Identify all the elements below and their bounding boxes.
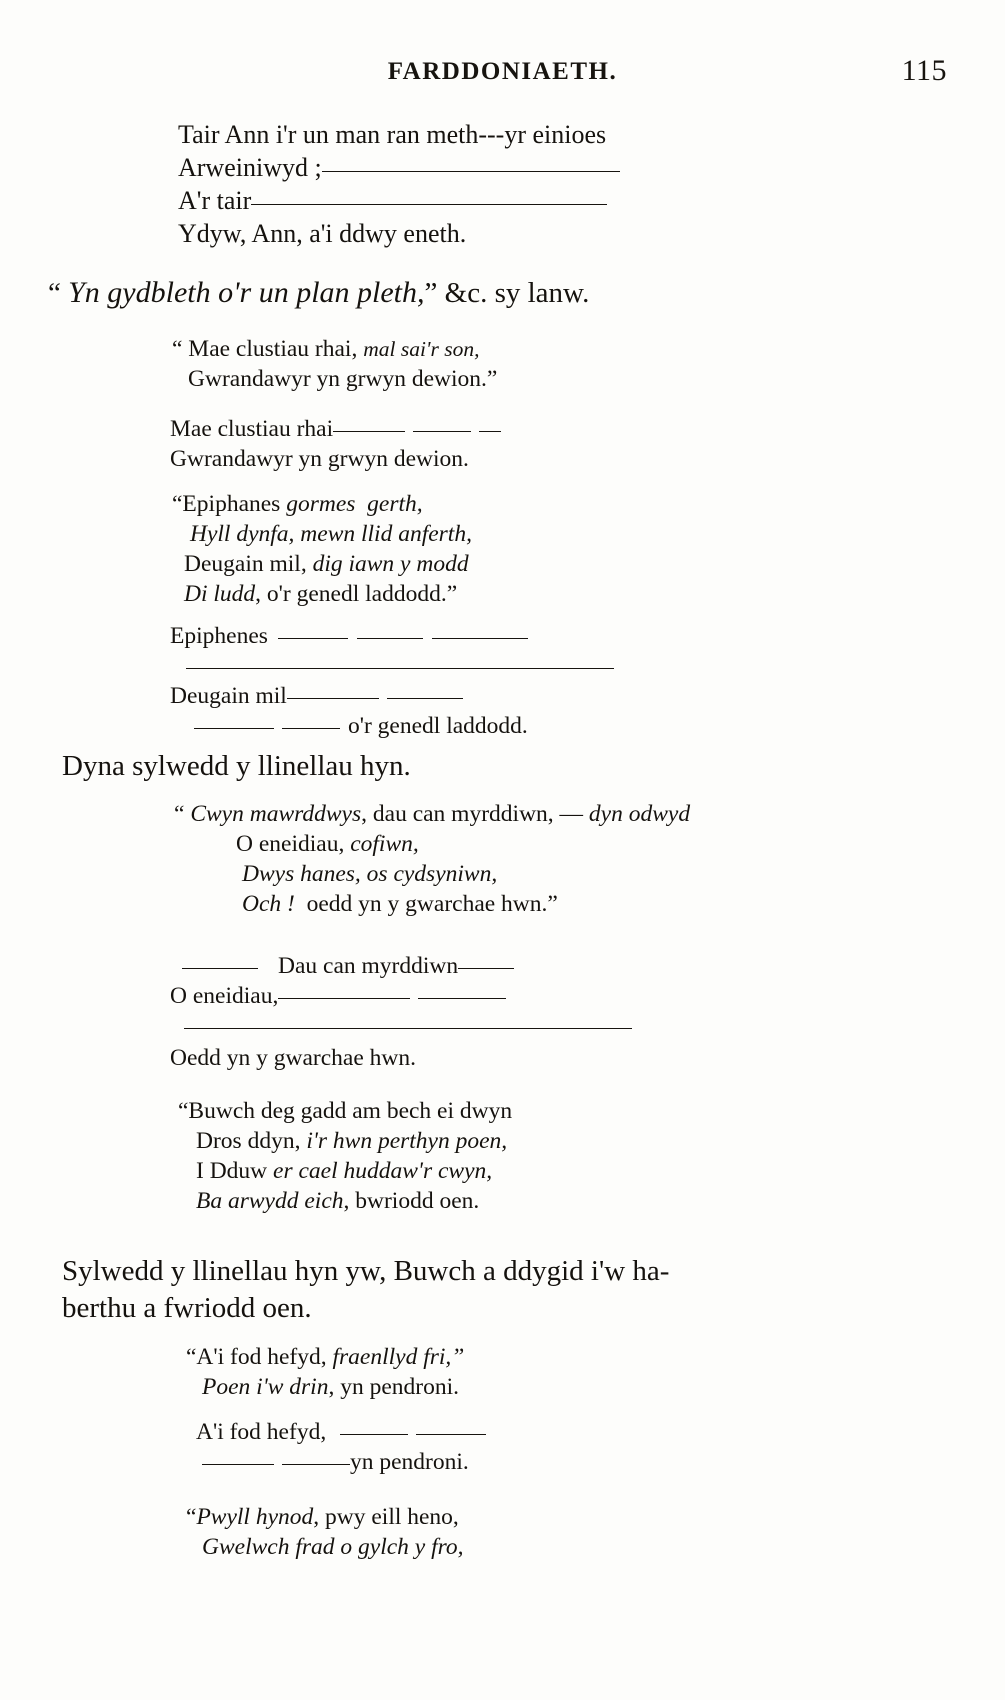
stanza-11-line-1-quote: “ <box>186 1504 197 1530</box>
stanza-6-line-1 <box>174 800 690 830</box>
rule <box>282 728 340 729</box>
rule <box>287 698 379 699</box>
heading-3-line-2: berthu a fwriodd oen. <box>62 1291 312 1324</box>
rule <box>432 638 528 639</box>
stanza-2 <box>172 335 497 395</box>
heading-2-text: Dyna sylwedd y llinellau hyn. <box>62 750 411 782</box>
heading-2 <box>62 750 411 783</box>
stanza-8-line-4 <box>178 1187 512 1217</box>
stanza-6-line-2 <box>174 830 690 860</box>
stanza-5-line-2 <box>170 682 614 712</box>
rule <box>333 431 405 432</box>
stanza-8 <box>178 1097 512 1216</box>
rule <box>202 1464 274 1465</box>
stanza-6-line-2-italic: cofiwn, <box>350 830 419 857</box>
stanza-7 <box>170 952 632 1074</box>
stanza-8-line-2-italic: i'r hwn perthyn poen, <box>306 1127 508 1154</box>
rule <box>182 968 258 969</box>
stanza-8-line-2-roman: Dros ddyn, <box>196 1127 307 1154</box>
stanza-5-line-1-text: Epiphenes <box>170 623 268 649</box>
rule <box>387 698 463 699</box>
stanza-2-line-2: Gwrandawyr yn grwyn dewion.” <box>188 365 498 392</box>
stanza-4-line-3 <box>172 550 472 580</box>
stanza-1-line-2-text: Arweiniwyd ; <box>178 153 322 183</box>
stanza-6-line-3: Dwys hanes, os cydsyniwn, <box>242 860 498 887</box>
heading-1-italic: Yn gydbleth o'r un plan pleth, <box>68 276 425 309</box>
stanza-9-line-1-roman: “A'i fod hefyd, <box>186 1344 333 1370</box>
stanza-7-line-3: Oedd yn y gwarchae hwn. <box>170 1044 417 1071</box>
stanza-1-line-1: Tair Ann i'r un man ran meth---yr einioes <box>178 120 607 149</box>
stanza-4-line-3-roman: Deugain mil, <box>184 550 313 577</box>
stanza-7-line-1 <box>170 952 632 982</box>
stanza-5-line-2-text: Deugain mil <box>170 682 287 709</box>
stanza-8-line-4-roman: , bwriodd oen. <box>343 1187 480 1214</box>
stanza-2-line-1-italic: mal sai'r son, <box>363 337 480 361</box>
stanza-10-line-1-text: A'i fod hefyd, <box>196 1419 327 1445</box>
page-number: 115 <box>901 54 947 87</box>
rule <box>416 1434 486 1435</box>
stanza-8-line-2 <box>178 1127 512 1157</box>
rule <box>458 968 514 969</box>
stanza-1-line-2 <box>178 151 620 184</box>
heading-1-quote-open: “ <box>48 277 69 309</box>
heading-1 <box>48 273 589 313</box>
rule <box>413 431 471 432</box>
stanza-10-line-2-text: yn pendroni. <box>350 1448 469 1475</box>
stanza-9-line-2-italic: Poen i'w drin <box>202 1373 329 1400</box>
stanza-11 <box>186 1503 464 1563</box>
stanza-6-line-1-roman: , dau can myrddiwn, — <box>361 801 589 827</box>
stanza-1-line-4: Ydyw, Ann, a'i ddwy eneth. <box>178 219 467 249</box>
stanza-6-line-1-italic-b: dyn odwyd <box>588 801 691 827</box>
rule <box>282 1464 350 1465</box>
rule <box>194 728 274 729</box>
stanza-2-line-1-roman: “ Mae clustiau rhai, <box>172 336 364 362</box>
stanza-6-line-2-roman: O eneidiau, <box>236 830 351 857</box>
stanza-4-line-3-italic: dig iawn y modd <box>312 550 469 577</box>
stanza-1-line-3-text: A'r tair <box>178 186 252 216</box>
page-title: FARDDONIAETH. <box>387 58 618 85</box>
stanza-6-line-1-quote: “ <box>174 801 191 827</box>
rule <box>186 668 614 669</box>
stanza-11-line-1-italic: Pwyll hynod <box>196 1504 314 1530</box>
stanza-9-line-1-italic: fraenllyd fri,” <box>332 1344 465 1370</box>
stanza-4-line-4-italic: Di ludd <box>184 580 256 607</box>
rule <box>278 998 410 999</box>
stanza-7-line-2-text: O eneidiau, <box>170 982 279 1009</box>
heading-3-line-1: Sylwedd y llinellau hyn yw, Buwch a ddygid i'w ha- <box>62 1255 670 1287</box>
stanza-8-line-4-italic: Ba arwydd eich <box>196 1187 344 1214</box>
stanza-3-line-2: Gwrandawyr yn grwyn dewion. <box>170 445 469 472</box>
stanza-4-line-1-roman: “Epiphanes <box>172 491 287 517</box>
stanza-5-line-3-text: o'r genedl laddodd. <box>348 712 528 739</box>
rule <box>418 998 506 999</box>
stanza-1-line-3 <box>178 184 620 217</box>
rule <box>322 171 620 172</box>
stanza-7-line-2 <box>170 982 632 1012</box>
stanza-9 <box>186 1343 464 1403</box>
stanza-8-line-3-italic: er cael huddaw'r cwyn, <box>273 1157 493 1184</box>
stanza-8-line-3-roman: I Dduw <box>196 1157 274 1184</box>
rule <box>278 638 348 639</box>
stanza-1 <box>178 118 620 250</box>
stanza-9-line-1 <box>186 1343 464 1373</box>
stanza-4 <box>172 490 472 609</box>
stanza-5-rule-line <box>170 652 614 682</box>
stanza-5-line-3 <box>170 712 614 742</box>
stanza-6-line-4-italic: Och ! <box>242 890 295 917</box>
stanza-9-line-2 <box>186 1373 464 1403</box>
heading-1-rest: ” &c. sy lanw. <box>424 277 590 309</box>
heading-3 <box>62 1253 962 1327</box>
stanza-4-line-4 <box>172 580 472 610</box>
stanza-2-line-1 <box>172 335 497 365</box>
stanza-4-line-1 <box>172 490 472 520</box>
stanza-3-line-1 <box>170 415 501 445</box>
rule <box>251 204 607 205</box>
stanza-5 <box>170 622 614 742</box>
stanza-11-line-1 <box>186 1503 464 1533</box>
stanza-10-line-1 <box>196 1418 486 1448</box>
stanza-6 <box>174 800 690 919</box>
page-header <box>0 54 1005 92</box>
stanza-9-line-2-roman: , yn pendroni. <box>328 1373 459 1400</box>
stanza-7-line-1-text: Dau can myrddiwn <box>278 953 459 979</box>
rule <box>357 638 423 639</box>
stanza-3-line-1-text: Mae clustiau rhai <box>170 416 334 442</box>
stanza-4-line-1-italic: gormes gerth, <box>286 491 423 517</box>
stanza-4-line-2: Hyll dynfa, mewn llid anferth, <box>190 520 472 547</box>
stanza-4-line-4-roman: , o'r genedl laddodd.” <box>255 580 458 607</box>
stanza-11-line-1-roman: , pwy eill heno, <box>313 1504 459 1530</box>
stanza-6-line-4-roman: oedd yn y gwarchae hwn.” <box>294 890 558 917</box>
stanza-6-line-4 <box>174 890 690 920</box>
rule <box>340 1434 408 1435</box>
rule <box>479 431 501 432</box>
stanza-6-line-1-italic-a: Cwyn mawrddwys <box>190 801 362 827</box>
stanza-10 <box>196 1418 486 1478</box>
rule <box>184 1028 632 1029</box>
stanza-11-line-2: Gwelwch frad o gylch y fro, <box>202 1533 464 1560</box>
stanza-7-rule-line <box>170 1012 632 1044</box>
stanza-10-line-2 <box>196 1448 486 1478</box>
stanza-3 <box>170 415 501 475</box>
stanza-8-line-1: “Buwch deg gadd am bech ei dwyn <box>178 1098 513 1124</box>
stanza-5-line-1 <box>170 622 614 652</box>
stanza-8-line-3 <box>178 1157 512 1187</box>
